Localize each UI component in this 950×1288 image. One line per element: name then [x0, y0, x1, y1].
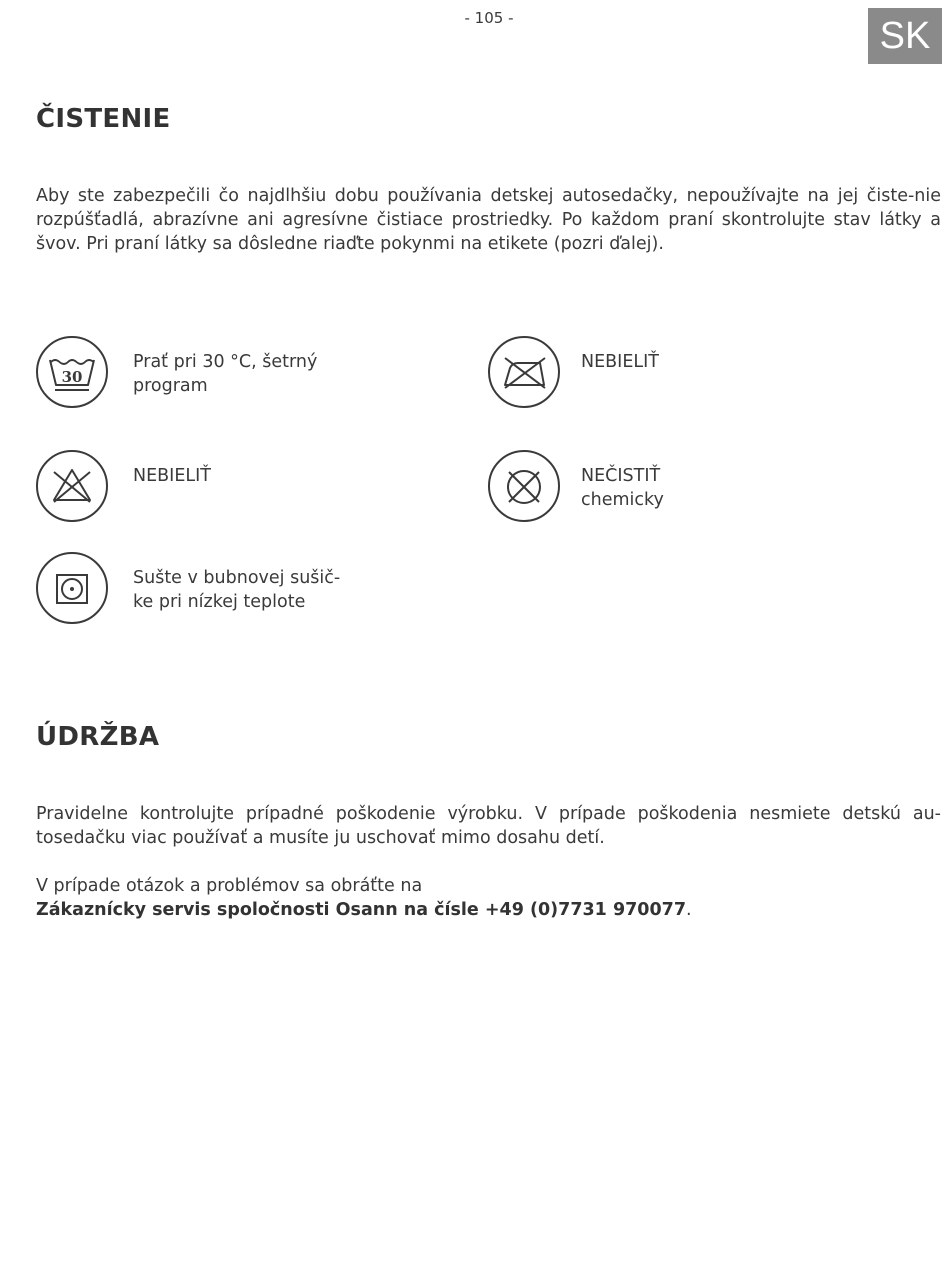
maintenance-heading: ÚDRŽBA [36, 722, 160, 752]
care-text-line: Prať pri 30 °C, šetrný [133, 352, 318, 372]
do-not-iron-icon [488, 336, 560, 408]
care-text-dry-clean [581, 464, 821, 512]
care-text-bleach [133, 464, 373, 488]
tumble-dry-low-icon [36, 552, 108, 624]
cleaning-paragraph: Aby ste zabezpečili čo najdlhšiu dobu používania detskej autosedačky, nepoužívajte na jej čiste-nie rozpúšťadlá, abrazívne ani agresívne čistiace prostriedky. Po každom praní skontrolujte stav látky a švov. Pri praní látky sa dôsledne riaďte pokynmi na etikete (pozri ďalej). [36, 186, 941, 254]
care-text-line: program [133, 376, 208, 396]
do-not-dry-clean-icon [488, 450, 560, 522]
page-number: - 105 - [464, 9, 514, 27]
wash-temp-label: 30 [61, 368, 83, 386]
care-text-iron [581, 350, 821, 374]
care-text-wash [133, 350, 373, 398]
care-text-tumble-dry [133, 566, 373, 614]
care-text-line: NEBIELIŤ [581, 352, 659, 372]
care-text-line: ke pri nízkej teplote [133, 592, 306, 612]
wash-30-gentle-icon [36, 336, 108, 408]
language-badge: SK [868, 8, 942, 64]
contact-intro: V prípade otázok a problémov sa obráťte na [36, 876, 423, 896]
care-text-line: chemicky [581, 490, 664, 510]
maintenance-paragraph: Pravidelne kontrolujte prípadné poškodenie výrobku. V prípade poškodenia nesmiete detskú au-tosedačku viac používať a musíte ju uschovať mimo dosahu detí. [36, 804, 941, 848]
care-text-line: NEČISTIŤ [581, 466, 661, 486]
cleaning-heading: ČISTENIE [36, 104, 171, 134]
contact-end: . [686, 900, 692, 920]
care-text-line: Sušte v bubnovej sušič- [133, 568, 341, 588]
care-text-line: NEBIELIŤ [133, 466, 211, 486]
do-not-bleach-icon [36, 450, 108, 522]
customer-service-contact: Zákaznícky servis spoločnosti Osann na čísle +49 (0)7731 970077 [36, 900, 687, 920]
contact-paragraph [36, 874, 941, 922]
